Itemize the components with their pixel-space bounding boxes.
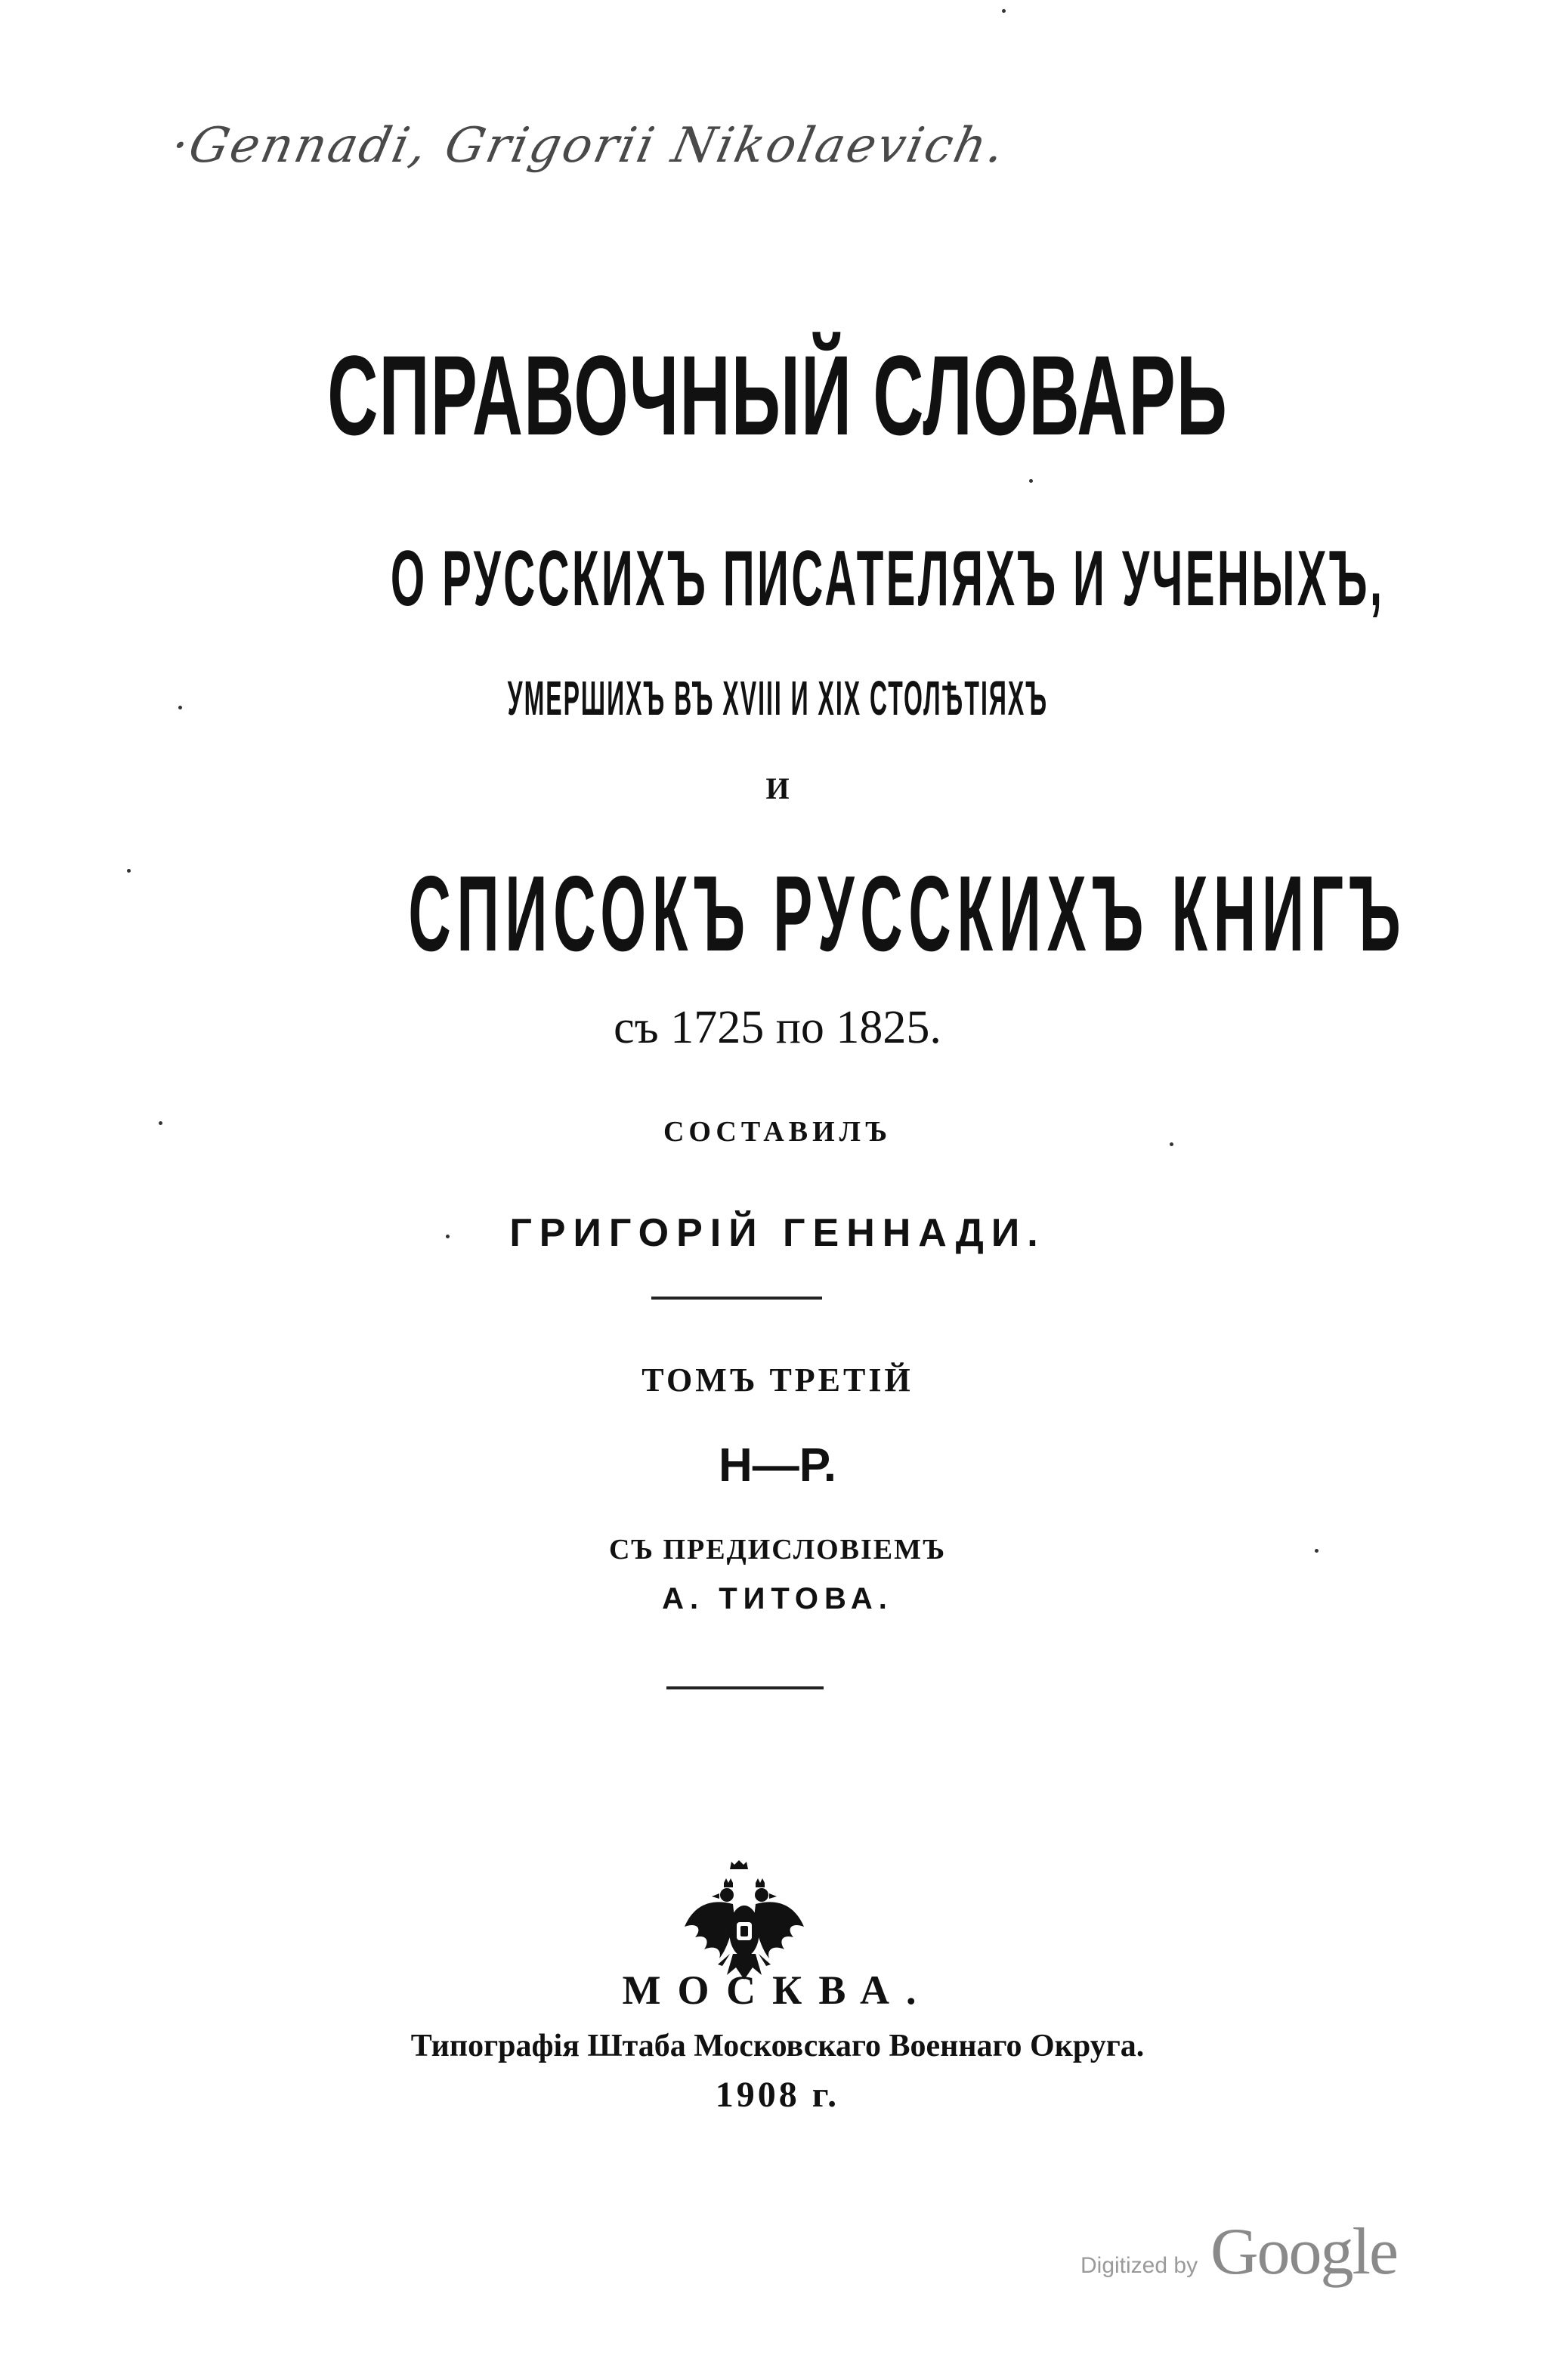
paper-speck: [127, 869, 131, 873]
title-years: съ 1725 по 1825.: [614, 1002, 941, 1053]
handwritten-annotation-text: ·Gennadi, Grigorii Nikolaevich.: [166, 118, 1012, 174]
paper-speck: [1315, 1549, 1319, 1553]
volume-label: ТОМЪ ТРЕТІЙ: [641, 1362, 914, 1399]
imprint-press: Типографія Штаба Московскаго Военнаго Округа.: [410, 2029, 1145, 2063]
title-line-3-text: УМЕРШИХЪ ВЪ XVIII И XIX СТОЛѢТІЯХЪ: [507, 671, 1048, 725]
compiled-by-label: СОСТАВИЛЪ: [663, 1116, 892, 1148]
title-line-1-text: СПРАВОЧНЫЙ СЛОВАРЬ: [327, 332, 1228, 459]
author-name: ГРИГОРІЙ ГЕННАДИ.: [509, 1211, 1046, 1255]
imprint-year: 1908 г.: [715, 2075, 840, 2115]
foreword-editor: А. ТИТОВА.: [662, 1582, 893, 1615]
title-line-3: [0, 669, 1555, 728]
title-line-1: [0, 331, 1555, 461]
paper-speck: [446, 1235, 450, 1238]
divider-rule: [666, 1686, 824, 1689]
paper-speck: [178, 706, 182, 709]
paper-speck: [159, 1121, 162, 1125]
title-line-4: [0, 854, 1555, 975]
paper-speck: [1002, 9, 1006, 13]
title-conjunction: И: [765, 771, 790, 805]
title-line-4-text: СПИСОКЪ РУССКИХЪ КНИГЪ: [408, 854, 1407, 974]
watermark-brand: Google: [1210, 2215, 1398, 2289]
paper-speck: [1029, 479, 1033, 483]
imprint-city: МОСКВА.: [622, 1967, 933, 2013]
divider-rule: [651, 1297, 822, 1300]
title-line-2: [0, 533, 1555, 625]
digitized-watermark: [1080, 2214, 1405, 2297]
handwritten-annotation: [166, 89, 1185, 202]
volume-letter-range: Н—Р.: [718, 1439, 837, 1491]
foreword-label: СЪ ПРЕДИСЛОВІЕМЪ: [608, 1534, 947, 1566]
title-line-2-text: О РУССКИХЪ ПИСАТЕЛЯХЪ И УЧЕНЫХЪ,: [390, 535, 1385, 623]
paper-speck: [1170, 1142, 1173, 1146]
watermark-prefix: Digitized by: [1080, 2253, 1198, 2278]
